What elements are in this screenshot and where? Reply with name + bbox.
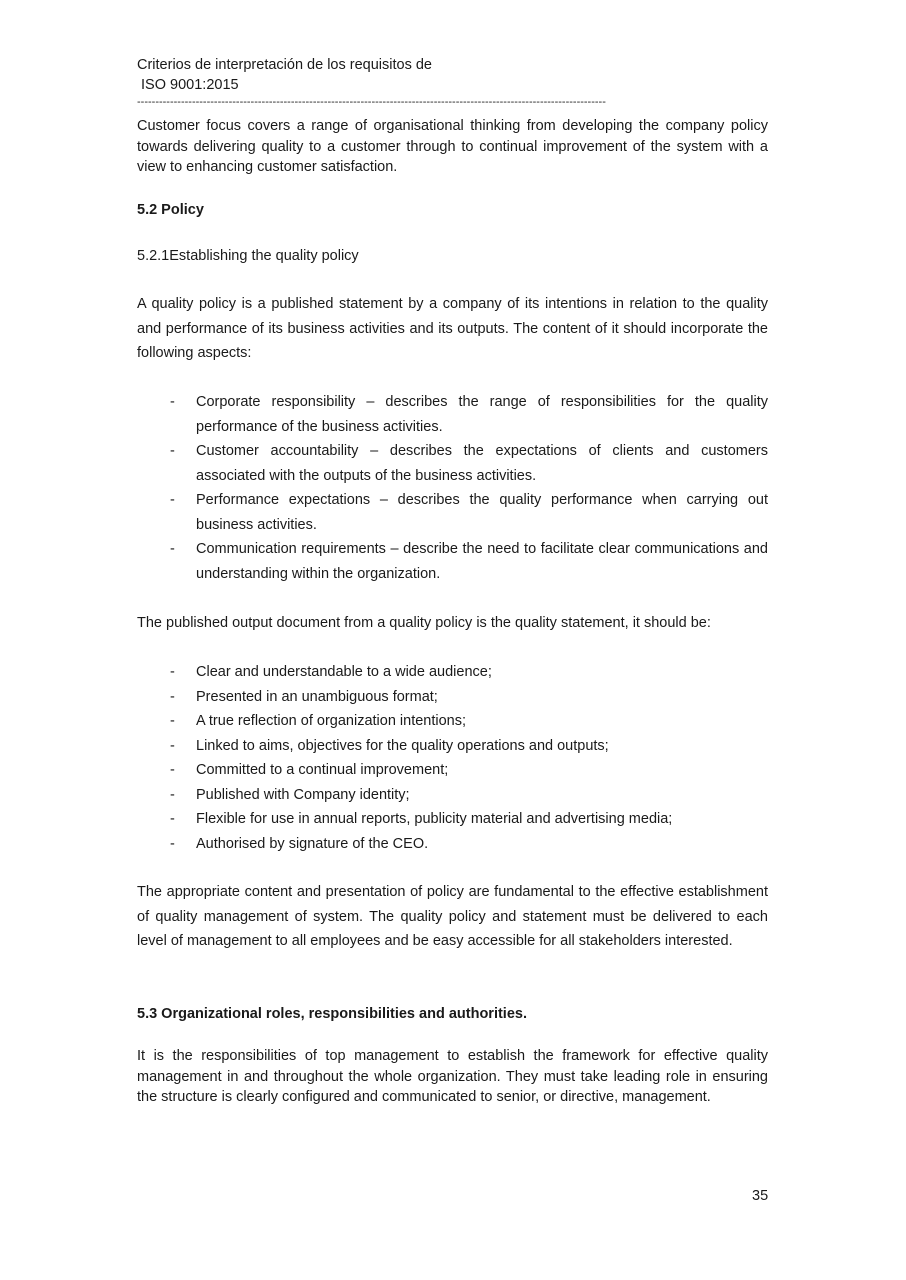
list-item-text: Flexible for use in annual reports, publicity material and advertising media; [196, 811, 673, 827]
closing-paragraph: The appropriate content and presentation of policy are fundamental to the effective establishment of quality management of system. The quality policy and statement must be delivered to each level of management to all employees and be easy accessible for all stakeholders interested. [137, 884, 768, 949]
list-item-text: A true reflection of organization intentions; [196, 713, 467, 729]
running-header-line1: Criterios de interpretación de los requisitos de [137, 57, 432, 73]
list-item [137, 537, 768, 586]
list-item-text: Linked to aims, objectives for the quality operations and outputs; [196, 737, 609, 754]
dash-bullet: - [170, 786, 175, 803]
list-item-text: Authorised by signature of the CEO. [196, 835, 429, 852]
dash-bullet: - [170, 835, 175, 852]
policy-aspects-list [137, 390, 768, 586]
subsection-heading-5-2-1: 5.2.1Establishing the quality policy [137, 248, 359, 264]
list-item-text: Committed to a continual improvement; [196, 762, 449, 778]
list-item [137, 758, 768, 783]
dash-bullet: - [170, 492, 175, 508]
list-item [137, 390, 768, 439]
header-separator: -------------------------------------------------------------------------------------------------------------------------------- [137, 96, 606, 108]
quality-policy-paragraph: A quality policy is a published statement by a company of its intentions in relation to the quality and performance of its business activities and its outputs. The content of it should incorporate the following aspects: [137, 296, 768, 361]
page-number: 35 [752, 1188, 769, 1204]
dash-bullet: - [170, 713, 175, 729]
list-item [137, 439, 768, 488]
list-item [137, 488, 768, 537]
list-item-text: Communication requirements – describe the need to facilitate clear communications and understanding within the organization. [196, 541, 768, 582]
quality-statement-list [137, 660, 768, 856]
list-item-text: Customer accountability – describes the expectations of clients and customers associated with the outputs of the business activities. [196, 443, 768, 484]
list-item-text: Performance expectations – describes the quality performance when carrying out business activities. [196, 492, 768, 533]
list-item [137, 709, 768, 734]
running-header-line2: ISO 9001:2015 [137, 77, 239, 93]
section-heading-5-2: 5.2 Policy [137, 202, 204, 218]
intro-paragraph: Customer focus covers a range of organisational thinking from developing the company policy towards delivering quality to a customer through to continual improvement of the system with a view to enhancing customer satisfaction. [137, 118, 768, 175]
list-item [137, 783, 768, 808]
list-item-text: Clear and understandable to a wide audience; [196, 664, 492, 680]
list-item [137, 832, 768, 857]
dash-bullet: - [170, 443, 175, 459]
list-item [137, 685, 768, 710]
dash-bullet: - [170, 688, 175, 705]
list-item-text: Presented in an unambiguous format; [196, 688, 438, 705]
statement-intro-paragraph: The published output document from a quality policy is the quality statement, it should be: [137, 615, 711, 631]
dash-bullet: - [170, 541, 175, 557]
list-item-text: Corporate responsibility – describes the range of responsibilities for the quality performance of the business activities. [196, 394, 768, 435]
roles-paragraph: It is the responsibilities of top management to establish the framework for effective quality management in and throughout the whole organization. They must take leading role in ensuring the structure is clearly configured and communicated to senior, or directive, management. [137, 1048, 768, 1105]
dash-bullet: - [170, 737, 175, 754]
dash-bullet: - [170, 762, 175, 778]
list-item [137, 734, 768, 759]
section-heading-5-3: 5.3 Organizational roles, responsibilities and authorities. [137, 1006, 527, 1022]
list-item-text: Published with Company identity; [196, 786, 410, 803]
list-item [137, 660, 768, 685]
dash-bullet: - [170, 811, 175, 827]
dash-bullet: - [170, 394, 175, 410]
dash-bullet: - [170, 664, 175, 680]
list-item [137, 807, 768, 832]
